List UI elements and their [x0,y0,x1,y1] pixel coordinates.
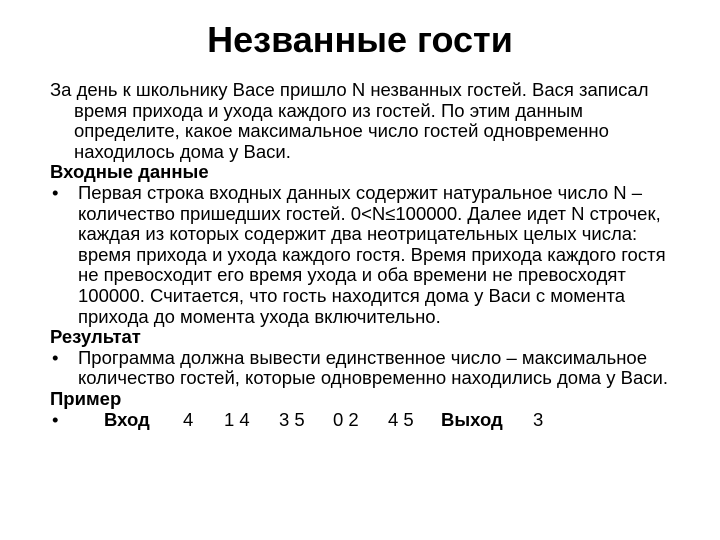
example-input-value: 0 2 [333,408,359,430]
example-output-value: 3 [533,408,544,430]
slide-content [50,80,690,431]
example-input-value: 3 5 [279,408,305,430]
example-input-label: Вход [104,408,150,430]
slide-title: Незванные гости [207,19,513,60]
input-description-text: Первая строка входных данных содержит натуральное число N – количество пришедших гостей. 0<N≤100000. Далее идет N строчек, каждая из которых содержит два неотрицательных целых числа: время прихода и ухода каждого гостя. Время прихода каждого гостя не превосходит его время ухода и оба времени не превосходят 100000. Считается, что гость находится дома у Васи с момента прихода до момента ухода включительно. [78,181,666,327]
intro-paragraph: За день к школьнику Васе пришло N незванных гостей. Вася записал время прихода и ухода каждого из гостей. По этим данным определите, какое максимальное число гостей одновременно находилось дома у Васи. [50,79,649,162]
input-heading: Входные данные [50,161,209,183]
example-input-value: 1 4 [224,408,250,430]
bullet-icon: • [52,408,59,430]
input-description [50,183,690,327]
example-heading: Пример [50,387,122,409]
bullet-icon: • [52,181,59,203]
example-row [50,410,690,431]
example-input-value: 4 5 [388,408,414,430]
bullet-icon: • [52,346,59,368]
example-output-label: Выход [441,408,503,430]
result-heading: Результат [50,326,141,348]
result-description-text: Программа должна вывести единственное число – максимальное количество гостей, которые одновременно находились дома у Васи. [78,346,668,389]
example-input-value: 4 [183,408,194,430]
result-description [50,348,690,389]
